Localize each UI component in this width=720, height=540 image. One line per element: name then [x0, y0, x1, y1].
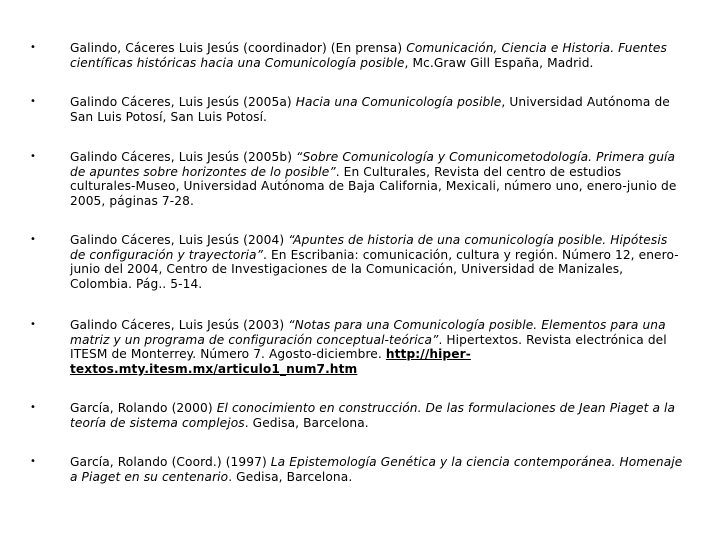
bullet-icon: • — [30, 96, 36, 107]
reference-author: Galindo Cáceres, Luis Jesús (2005a) — [70, 95, 296, 109]
reference-text — [70, 150, 685, 208]
reference-item — [30, 95, 685, 124]
bullet-icon: • — [30, 234, 36, 245]
reference-title: La Epistemología Genética y la ciencia contemporánea. Homenaje a Piaget en su centenario — [70, 455, 683, 484]
reference-text — [70, 233, 685, 291]
bullet-icon: • — [30, 402, 36, 413]
reference-publisher: . Gedisa, Barcelona. — [244, 415, 369, 430]
bullet-icon: • — [30, 42, 36, 53]
reference-title: “Apuntes de historia de una comunicología posible. Hipótesis de configuración y trayectoria” — [70, 233, 668, 262]
article-link[interactable]: http://hiper-textos.mty.itesm.mx/articulo1_num7.htm — [70, 347, 471, 376]
reference-author: Galindo Cáceres, Luis Jesús (2003) — [70, 318, 289, 332]
reference-item — [30, 41, 685, 70]
reference-text — [70, 95, 685, 124]
reference-publisher: , Universidad Autónoma de San Luis Potosí, San Luis Potosí. — [70, 95, 670, 124]
bullet-icon: • — [30, 319, 36, 330]
reference-text — [70, 455, 685, 484]
reference-author: García, Rolando (Coord.) (1997) — [70, 455, 271, 469]
reference-text — [70, 318, 685, 376]
reference-publisher: , Mc.Graw Gill España, Madrid. — [404, 55, 594, 70]
reference-item — [30, 401, 685, 430]
reference-text — [70, 41, 685, 70]
reference-item — [30, 150, 685, 208]
reference-author: García, Rolando (2000) — [70, 401, 217, 415]
reference-publisher: . Gedisa, Barcelona. — [228, 469, 353, 484]
reference-text — [70, 401, 685, 430]
reference-author: Galindo Cáceres, Luis Jesús (2004) — [70, 233, 289, 247]
reference-title: “Sobre Comunicología y Comunicometodología. Primera guía de apuntes sobre horizontes de lo posible” — [70, 150, 676, 179]
reference-title: El conocimiento en construcción. De las formulaciones de Jean Piaget a la teoría de sistema complejos — [70, 401, 676, 430]
reference-author: Galindo, Cáceres Luis Jesús (coordinador) (En prensa) — [70, 41, 407, 55]
reference-publisher: . En Culturales, Revista del centro de estudios culturales-Museo, Universidad Autónoma de Baja California, Mexicali, número uno, enero-junio de 2005, páginas 7-28. — [70, 164, 677, 208]
bullet-icon: • — [30, 456, 36, 467]
reference-item — [30, 455, 685, 484]
reference-title: “Notas para una Comunicología posible. Elementos para una matriz y un programa de configuración conceptual-teórica” — [70, 318, 666, 347]
reference-title: Hacia una Comunicología posible — [295, 95, 502, 109]
reference-item — [30, 233, 685, 291]
reference-publisher: . En Escribania: comunicación, cultura y región. Número 12, enero-junio del 2004, Centro de Investigaciones de la Comunicación, Universidad de Manizales, Colombia. Pág.. 5-14. — [70, 247, 679, 291]
reference-author: Galindo Cáceres, Luis Jesús (2005b) — [70, 150, 297, 164]
bullet-icon: • — [30, 151, 36, 162]
reference-item — [30, 318, 685, 376]
reference-title: Comunicación, Ciencia e Historia. Fuentes científicas históricas hacia una Comunicología posible — [70, 41, 667, 70]
reference-publisher: . Hipertextos. Revista electrónica del ITESM de Monterrey. Número 7. Agosto-diciembre. — [70, 332, 667, 362]
